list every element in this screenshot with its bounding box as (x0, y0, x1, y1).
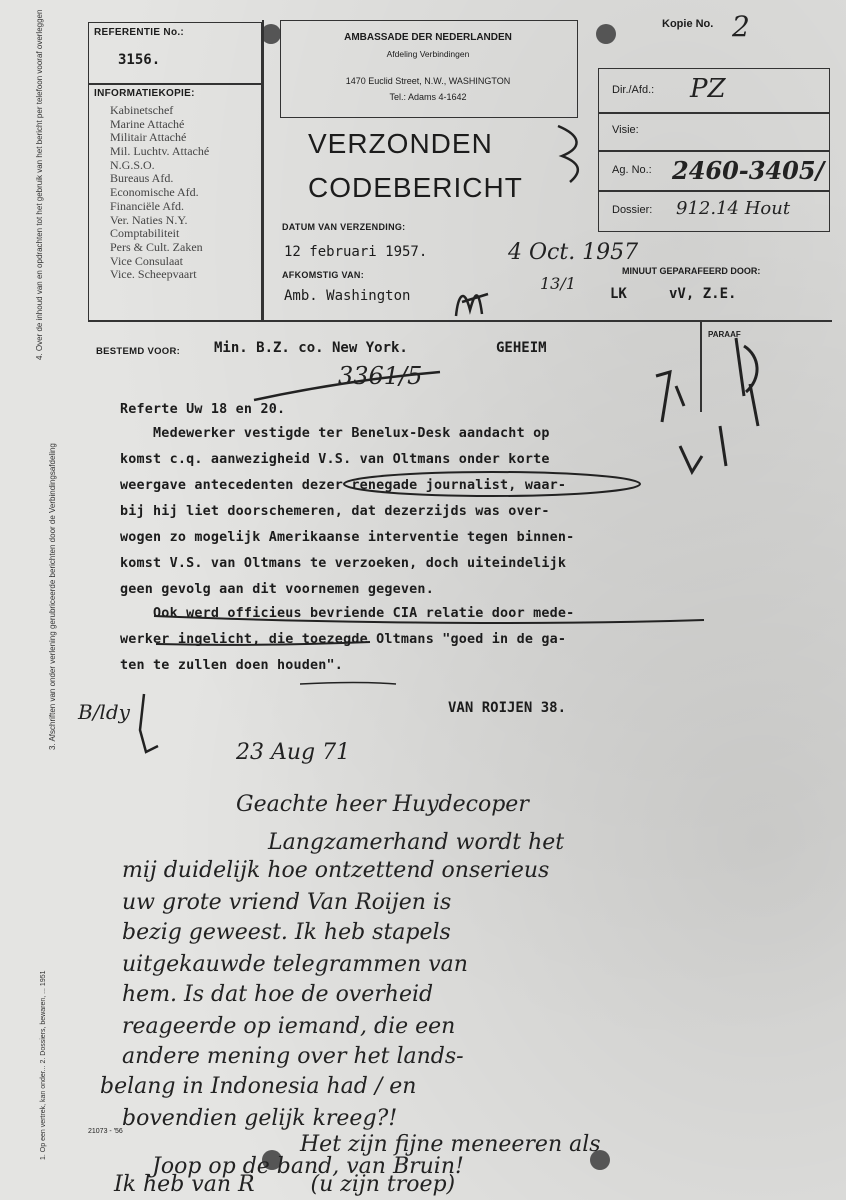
afkomstig-label: AFKOMSTIG VAN: (282, 270, 365, 280)
hand-line-8: andere mening over het lands- (122, 1044, 464, 1069)
informatiekopie-item: Ver. Naties N.Y. (110, 212, 188, 227)
informatiekopie-item: Marine Attaché (110, 116, 185, 131)
body-line-6: komst V.S. van Oltmans te verzoeken, doch uiteindelijk (120, 556, 567, 571)
informatiekopie-item: Economische Afd. (110, 185, 199, 200)
hand-line-13: Ik heb van R (u zijn troep) (114, 1172, 456, 1197)
initial-scribble-mark (548, 118, 598, 188)
informatiekopie-item: N.G.S.O. (110, 157, 155, 172)
margin-note-bottom: 1. Op een vertrek, kan onder... 2. Dossiers, bewaren, ... 1951 (40, 970, 47, 1160)
hand-line-7: reageerde op iemand, die een (122, 1014, 456, 1039)
body-line-3: weergave antecedenten dezer renegade journalist, waar- (120, 478, 567, 493)
body-line-7: geen gevolg aan dit voornemen gegeven. (120, 582, 434, 597)
hand-date: 23 Aug 71 (236, 740, 351, 765)
body-line-2: komst c.q. aanwezigheid V.S. van Oltmans onder korte (120, 452, 550, 467)
header-vertical-rule (262, 20, 264, 320)
hand-line-0: Geachte heer Huydecoper (236, 792, 529, 817)
informatiekopie-item: Bureaus Afd. (110, 171, 174, 186)
hand-line-2: mij duidelijk hoe ontzettend onserieus (122, 858, 550, 883)
routing-divider (598, 150, 830, 152)
dossier-label: Dossier: (612, 204, 653, 216)
informatiekopie-item: Vice. Scheepvaart (110, 267, 197, 282)
informatiekopie-item: Pers & Cult. Zaken (110, 239, 203, 254)
hand-line-6: hem. Is dat hoe de overheid (122, 982, 434, 1007)
informatiekopie-item: Comptabiliteit (110, 226, 180, 241)
informatiekopie-item: Vice Consulaat (110, 253, 183, 268)
paraaf-label: PARAAF (708, 330, 741, 339)
bestemd-value: Min. B.Z. co. New York. (214, 340, 408, 356)
body-line-1: Medewerker vestigde ter Benelux-Desk aandacht op (120, 426, 550, 441)
ag-label: Ag. No.: (612, 164, 652, 176)
handwritten-date-note: 13/1 (540, 274, 576, 293)
title-verzonden: VERZONDEN (308, 128, 493, 159)
afkomstig-value: Amb. Washington (284, 288, 411, 304)
signature: VAN ROIJEN 38. (448, 700, 567, 716)
kopie-label: Kopie No. (662, 18, 714, 30)
embassy-address: 1470 Euclid Street, N.W., WASHINGTON (345, 76, 511, 86)
form-code: 21073 - '56 (88, 1128, 123, 1135)
hand-line-11: Het zijn fijne meneeren als (300, 1132, 601, 1157)
margin-note-top: 4. Over de inhoud van en opdrachten tot het gebruik van het bericht per telefoon vooraf overleggen (35, 9, 44, 360)
visie-label: Visie: (612, 124, 639, 136)
body-line-4: bij hij liet doorschemeren, dat dezerzijds was over- (120, 504, 550, 519)
punch-hole (261, 24, 281, 44)
referentie-number: 3156. (118, 52, 161, 68)
embassy-name: AMBASSADE DER NEDERLANDEN (344, 32, 512, 43)
geheim-marking: GEHEIM (496, 340, 547, 356)
minuut-value: LK vV, Z.E. (610, 286, 737, 302)
margin-bracket (128, 690, 168, 760)
informatiekopie-list (110, 104, 209, 282)
hand-line-4: bezig geweest. Ik heb stapels (122, 920, 451, 945)
informatiekopie-item: Kabinetschef (110, 103, 174, 117)
handwritten-header-note: 4 Oct. 1957 (508, 240, 639, 265)
punch-hole (596, 24, 616, 44)
margin-note-mid: 3. Afschriften van onder verlening gerubriceerde berichten door de Verbindingsafdeling (48, 443, 57, 750)
hand-line-3: uw grote vriend Van Roijen is (122, 890, 452, 915)
title-codebericht: CODEBERICHT (308, 172, 523, 203)
dir-label: Dir./Afd.: (612, 84, 655, 96)
informatiekopie-item: Militair Attaché (110, 130, 187, 145)
informatiekopie-item: Mil. Luchtv. Attaché (110, 144, 210, 159)
body-line-0: Referte Uw 18 en 20. (120, 402, 286, 417)
paraaf-scribbles (640, 326, 780, 476)
body-line-9: werker ingelicht, die toezegde Oltmans "goed in de ga- (120, 632, 567, 647)
body-line-8: Ook werd officieus bevriende CIA relatie door mede- (120, 606, 575, 621)
datum-label: DATUM VAN VERZENDING: (282, 222, 406, 232)
margin-initials: B/ldy (78, 700, 130, 724)
body-line-10: ten te zullen doen houden". (120, 658, 344, 673)
dir-value: PZ (690, 74, 726, 104)
routing-divider (598, 112, 830, 114)
hand-line-10: bovendien gelijk kreeg?! (122, 1106, 398, 1131)
header-bottom-rule (88, 320, 832, 322)
body-line-5: wogen zo mogelijk Amerikaanse interventie tegen binnen- (120, 530, 575, 545)
hand-line-9: belang in Indonesia had / en (100, 1074, 417, 1099)
minuut-label: MINUUT GEPARAFEERD DOOR: (622, 266, 761, 276)
referentie-label: REFERENTIE No.: (94, 27, 185, 38)
hand-line-12: Joop op de band, van Bruin! (152, 1154, 464, 1179)
hand-line-1: Langzamerhand wordt het (268, 830, 565, 855)
dossier-value: 912.14 Hout (676, 198, 791, 219)
paraaf-scribble (448, 276, 496, 320)
informatiekopie-label: INFORMATIEKOPIE: (94, 88, 195, 99)
kopie-number: 2 (732, 10, 750, 43)
datum-value: 12 februari 1957. (284, 244, 428, 260)
informatiekopie-item: Financiële Afd. (110, 198, 184, 213)
routing-divider (598, 190, 830, 192)
pen-annotations (100, 470, 740, 690)
stamp-number: 3361/5 (338, 362, 423, 390)
ag-value: 2460-3405/ (672, 156, 825, 185)
hand-line-5: uitgekauwde telegrammen van (122, 952, 468, 977)
embassy-tel: Tel.: Adams 4-1642 (389, 92, 467, 102)
embassy-dept: Afdeling Verbindingen (386, 49, 470, 59)
bestemd-label: BESTEMD VOOR: (96, 346, 181, 357)
